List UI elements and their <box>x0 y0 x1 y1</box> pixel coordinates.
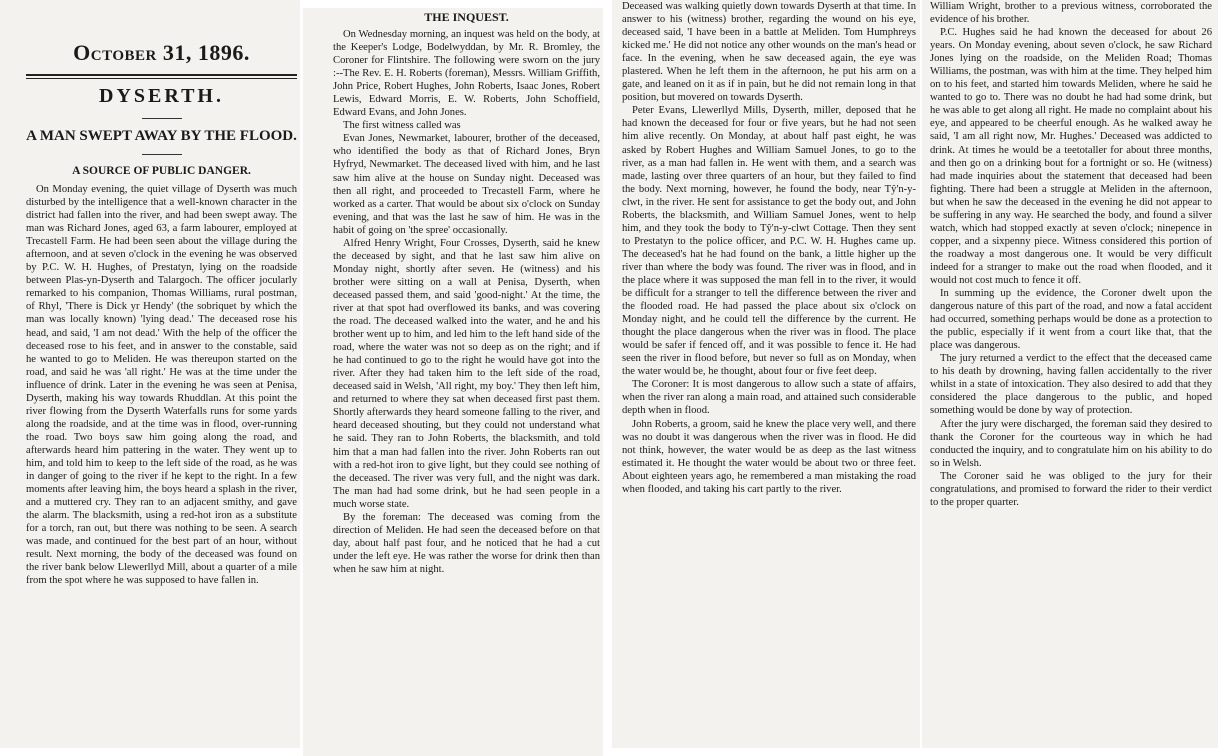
place-heading: DYSERTH. <box>99 85 224 107</box>
column-2 <box>303 8 603 756</box>
subheadline: A SOURCE OF PUBLIC DANGER. <box>72 165 251 177</box>
column-3 <box>612 0 920 748</box>
issue-date: October 31, 1896. <box>73 40 250 65</box>
paragraph: Peter Evans, Llewerllyd Mills, Dyserth, miller, deposed that he had known the deceased for four or five years, but he had not seen him alive recently. On Monday, at about half past eight, he was asked by Robert Hughes and William Samuel Jones, to go to the river, as a man had fallen in. He went with them, and a search was made, lasting over three quarters of an hour, but they failed to find the body. Next morning, however, he found the body, near Tŷ'n-y-clwt, in the river. He sent for assistance to get the body out, and John Roberts, the blacksmith, and William Samuel Jones, went to help him, and they took the body to Tŷ'n-y-clwt Cottage. Then they sent to Prestatyn to the police officer, and P.C. W. H. Hughes came up. The deceased's hat he had found on the bank, a little higher up the river than where the body was found. The river was in flood, and in the place where it was supposed the man fell in to the river, it would be difficult for a stranger to tell the difference between the river and the flooded road. He had passed the place about six o'clock on Monday night, and he could tell the difference by the current. He thought the place dangerous when the river was in flood. The place would be safer if fenced off, and it was possible to fence it. He had seen the river in flood before, but never so full as on Monday, when the water would be, he thought, about four or five feet deep. <box>622 105 916 378</box>
paragraph: After the jury were discharged, the foreman said they desired to thank the Coroner for the courteous way in which he had conducted the inquiry, and to congratulate him on his ability to do so in Welsh. <box>930 418 1212 469</box>
paragraph: P.C. Hughes said he had known the deceased for about 26 years. On Monday evening, about seven o'clock, he saw Richard Jones lying on the roadside, on the Meliden Road; Thomas Williams, the postman, was with him at the time. They helped him on to his feet, and started him towards Meliden, where he said he wanted to go to. There was no doubt he had had some drink, but he was able to get along all right. He made no complaint about his eye, and appeared to be cheerful enough. As he walked away he said, 'I am all right now, Mr. Hughes.' Deceased was addicted to drink. At times he would be a teetotaller for about three months, and then go on a drinking bout for a fortnight or so. He (witness) had made inquiries about the statement that deceased had been fighting. There had been a struggle at Meliden in the afternoon, but when he saw the deceased in the evening he did not appear to be suffering in any way. He searched the body, and found a silver watch, which had stopped exactly at seven o'clock; ninepence in copper, and a sixpenny piece. Witness considered this portion of the roadway a most dangerous one. It would be very difficult indeed for a stranger to make out the road when flooded, and it would not cost much to fence it off. <box>930 27 1212 286</box>
divider <box>142 154 182 155</box>
section-title: THE INQUEST. <box>424 10 509 24</box>
paragraph: William Wright, brother to a previous witness, corroborated the evidence of his brother. <box>930 1 1212 26</box>
paragraph: The first witness called was <box>343 120 461 132</box>
paragraph: On Monday evening, the quiet village of Dyserth was much disturbed by the intelligence that a well-known character in the district had fallen into the river, and had been swept away. The man was Richard Jones, aged 63, a farm labourer, employed at Trecastell Farm. He had been seen about the village during the afternoon, and at seven o'clock in the evening he was observed by P.C. W. H. Hughes, of Prestatyn, lying on the roadside between Plas-yn-Dyserth and Talargoch. The officer jocularly remarked to his companion, Thomas Williams, rural postman, of Rhyl, 'There is Dick yr Hendy' (the sobriquet by which the man was locally known) 'lying dead.' The deceased rose his head, and said, 'I am not dead.' With the help of the officer the deceased rose to his feet, and in answer to the constable, said he wanted to go to Meliden. He was thereupon started on the road, and said he was 'all right.' He was at the time under the influence of drink. Later in the evening he was seen at Penisa, Dyserth, making his way towards Rhuddlan. At this point the river flowing from the Dyserth Waterfalls runs for some yards along the roadside, and at the time was in flood, over-running the road. Two boys saw him going along the road, and afterwards heard him pattering in the water. They went up to him, and told him to keep to the left side of the road, as he was in danger of going to the river if he kept to the right. In a few moments after leaving him, the boys heard a splash in the river, and a muttered cry. They ran to an adjacent smithy, and gave the alarm. The blacksmith, using a red-hot iron as a substitute for a torch, ran out, but there was nothing to be seen. A search was made, and continued for the best part of an hour, without result. Next morning, the body of the deceased was found on the river bank below Llewerllyd Mill, about a quarter of a mile from the spot where he was supposed to have fallen in. <box>26 184 297 587</box>
paragraph: The Coroner said he was obliged to the jury for their congratulations, and promised to forward the rider to their verdict to the proper quarter. <box>930 470 1212 508</box>
paragraph: On Wednesday morning, an inquest was held on the body, at the Keeper's Lodge, Bodelwyddan, by Mr. R. Bromley, the Coroner for Flintshire. The following were sworn on the jury :--The Rev. E. H. Roberts (foreman), Messrs. William Griffith, John Price, Robert Hughes, John Roberts, Isaac Jones, Robert Lewis, Edward Morris, E. W. Roberts, John Schoffield, Edward Evans, and John Jones. <box>333 29 600 119</box>
paragraph: In summing up the evidence, the Coroner dwelt upon the dangerous nature of this part of the road, and now a fatal accident had occurred, something perhaps would be done as a protection to the public, especially if it went from a court like that, that the place was dangerous. <box>930 288 1212 352</box>
paragraph: By the foreman: The deceased was coming from the direction of Meliden. He had seen the deceased before on that day, about half past four, and he noticed that he had a cut under the left eye. He was rather the worse for drink then than when he saw him at night. <box>333 511 600 575</box>
headline: A MAN SWEPT AWAY BY THE FLOOD. <box>26 128 297 144</box>
paragraph: Alfred Henry Wright, Four Crosses, Dyserth, said he knew the deceased by sight, and that he last saw him alive on Monday night, shortly after seven. He (witness) and his brother were sitting on a wall at Penisa, Dyserth, when deceased passed them, and said 'good-night.' At the time, the river at that spot had overflowed its banks, and was covering the road. The deceased walked into the water, and he and his brother went up to him, and led him to the left hand side of the road, where the water was not so deep as on the right; and if he had continued to go to the right he would have got into the river. After they had taken him to the left side of the road, deceased said in Welsh, 'All right, my boy.' They then left him, and returned to where they sat when deceased first past them. Shortly afterwards they heard someone falling to the river, and heard deceased shouting, but they could not understand what he said. They ran to John Roberts, the blacksmith, and told him that a man had fallen into the river. John Roberts ran out with a red-hot iron to give light, but they could see nothing of the deceased. The river was very full, and the night was dark. The man had had some drink, but he had seen people in a much worse state. <box>333 237 600 510</box>
divider <box>142 118 182 119</box>
paragraph: The Coroner: It is most dangerous to allow such a state of affairs, when the river ran along a main road, and attained such considerable depth when in flood. <box>622 379 916 417</box>
divider <box>26 78 297 79</box>
column-1 <box>0 0 300 748</box>
paragraph: Deceased was walking quietly down towards Dyserth at that time. In answer to his (witness) brother, regarding the wound on his eye, deceased said, 'I have been in a battle at Meliden. Tom Humphreys kicked me.' He did not notice any other wounds on the man's head or face. In the evening, when he saw deceased again, the eye was plastered. When he left them in the afternoon, he put his arm on a gate, and leaned on it as if in pain, but he did not remain long in that position, but movered on towards Dyserth. <box>622 1 916 104</box>
divider <box>26 74 297 76</box>
paragraph: The jury returned a verdict to the effect that the deceased came to his death by drowning, having fallen accidentally to the river whilst in a state of intoxication. They also desired to add that they considered the place dangerous to the public, and hoped something would be done by way of protection. <box>930 353 1212 417</box>
column-4 <box>922 0 1218 748</box>
paragraph: John Roberts, a groom, said he knew the place very well, and there was no doubt it was dangerous when the river was in flood. He did not think, however, the water would be as deep as the last witness estimated it. He thought the water would be about two or three feet. About eighteen years ago, he remembered a man mistaking the road when flooded, and taking his cart partly to the river. <box>622 418 916 495</box>
paragraph: Evan Jones, Newmarket, labourer, brother of the deceased, who identified the body as that of Richard Jones, Bryn Hyfryd, Newmarket. The deceased lived with him, and he last saw him alive at the house on Sunday night. Deceased was then all right, and proceeded to Trecastell Farm, where he worked as a carter. That would be about six o'clock on Sunday evening, and that was the last he saw of him. He was in the habit of going on 'the spree' occasionally. <box>333 133 600 236</box>
